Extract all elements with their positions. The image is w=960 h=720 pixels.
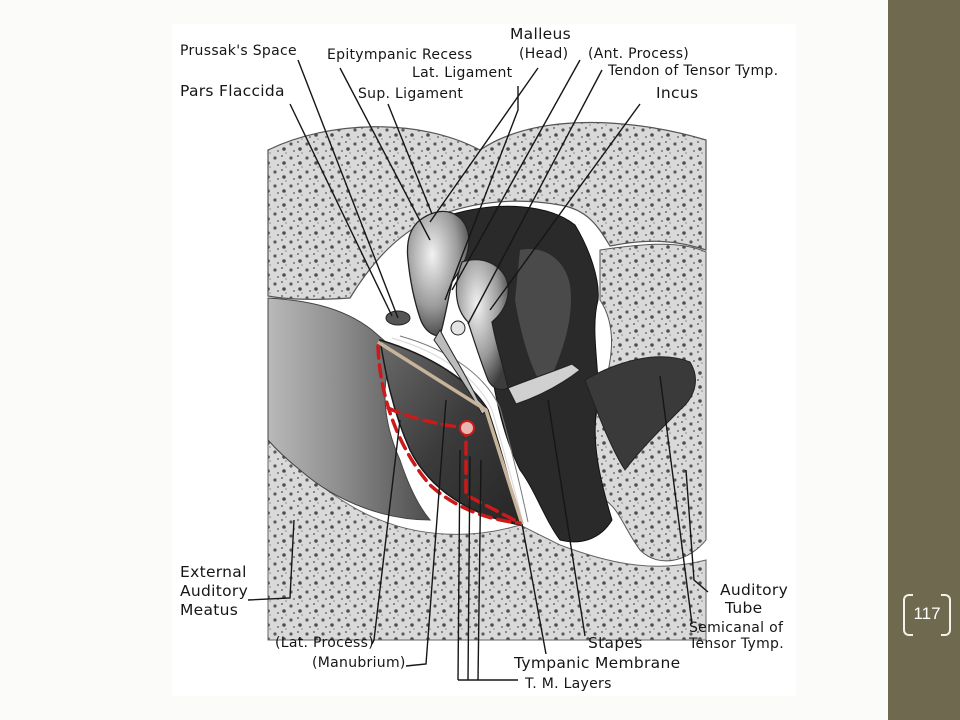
umbo-marker bbox=[460, 421, 474, 435]
page-number-badge bbox=[903, 594, 951, 634]
label-sup-ligament: Sup. Ligament bbox=[358, 86, 464, 102]
anatomy-drawing bbox=[172, 24, 796, 696]
label-pars-flaccida: Pars Flaccida bbox=[180, 82, 285, 100]
label-malleus-head: (Head) bbox=[519, 46, 569, 62]
label-external-auditory-meatus-3: Meatus bbox=[180, 601, 239, 619]
label-tm-layers: T. M. Layers bbox=[525, 676, 612, 692]
label-semicanal-2: Tensor Tymp. bbox=[689, 636, 784, 652]
middle-ear-diagram bbox=[172, 24, 796, 696]
label-tympanic-membrane: Tympanic Membrane bbox=[514, 654, 681, 672]
label-semicanal-1: Semicanal of bbox=[689, 620, 784, 636]
label-auditory-tube-1: Auditory bbox=[720, 581, 789, 599]
label-manubrium: (Manubrium) bbox=[312, 655, 406, 671]
label-tendon-tensor-tymp: Tendon of Tensor Tymp. bbox=[608, 63, 779, 79]
label-malleus: Malleus bbox=[510, 25, 572, 43]
label-lat-ligament: Lat. Ligament bbox=[412, 65, 513, 81]
tendon-knob bbox=[451, 321, 465, 335]
label-stapes: Stapes bbox=[588, 634, 643, 652]
label-external-auditory-meatus-1: External bbox=[180, 563, 247, 581]
label-epitympanic-recess: Epitympanic Recess bbox=[327, 47, 473, 63]
label-lat-process: (Lat. Process) bbox=[275, 635, 375, 651]
label-incus: Incus bbox=[656, 84, 699, 102]
label-prussaks-space: Prussak's Space bbox=[180, 43, 297, 59]
label-external-auditory-meatus-2: Auditory bbox=[180, 582, 249, 600]
label-ant-process: (Ant. Process) bbox=[588, 46, 690, 62]
page-number: 117 bbox=[913, 604, 941, 623]
label-auditory-tube-2: Tube bbox=[725, 599, 763, 617]
